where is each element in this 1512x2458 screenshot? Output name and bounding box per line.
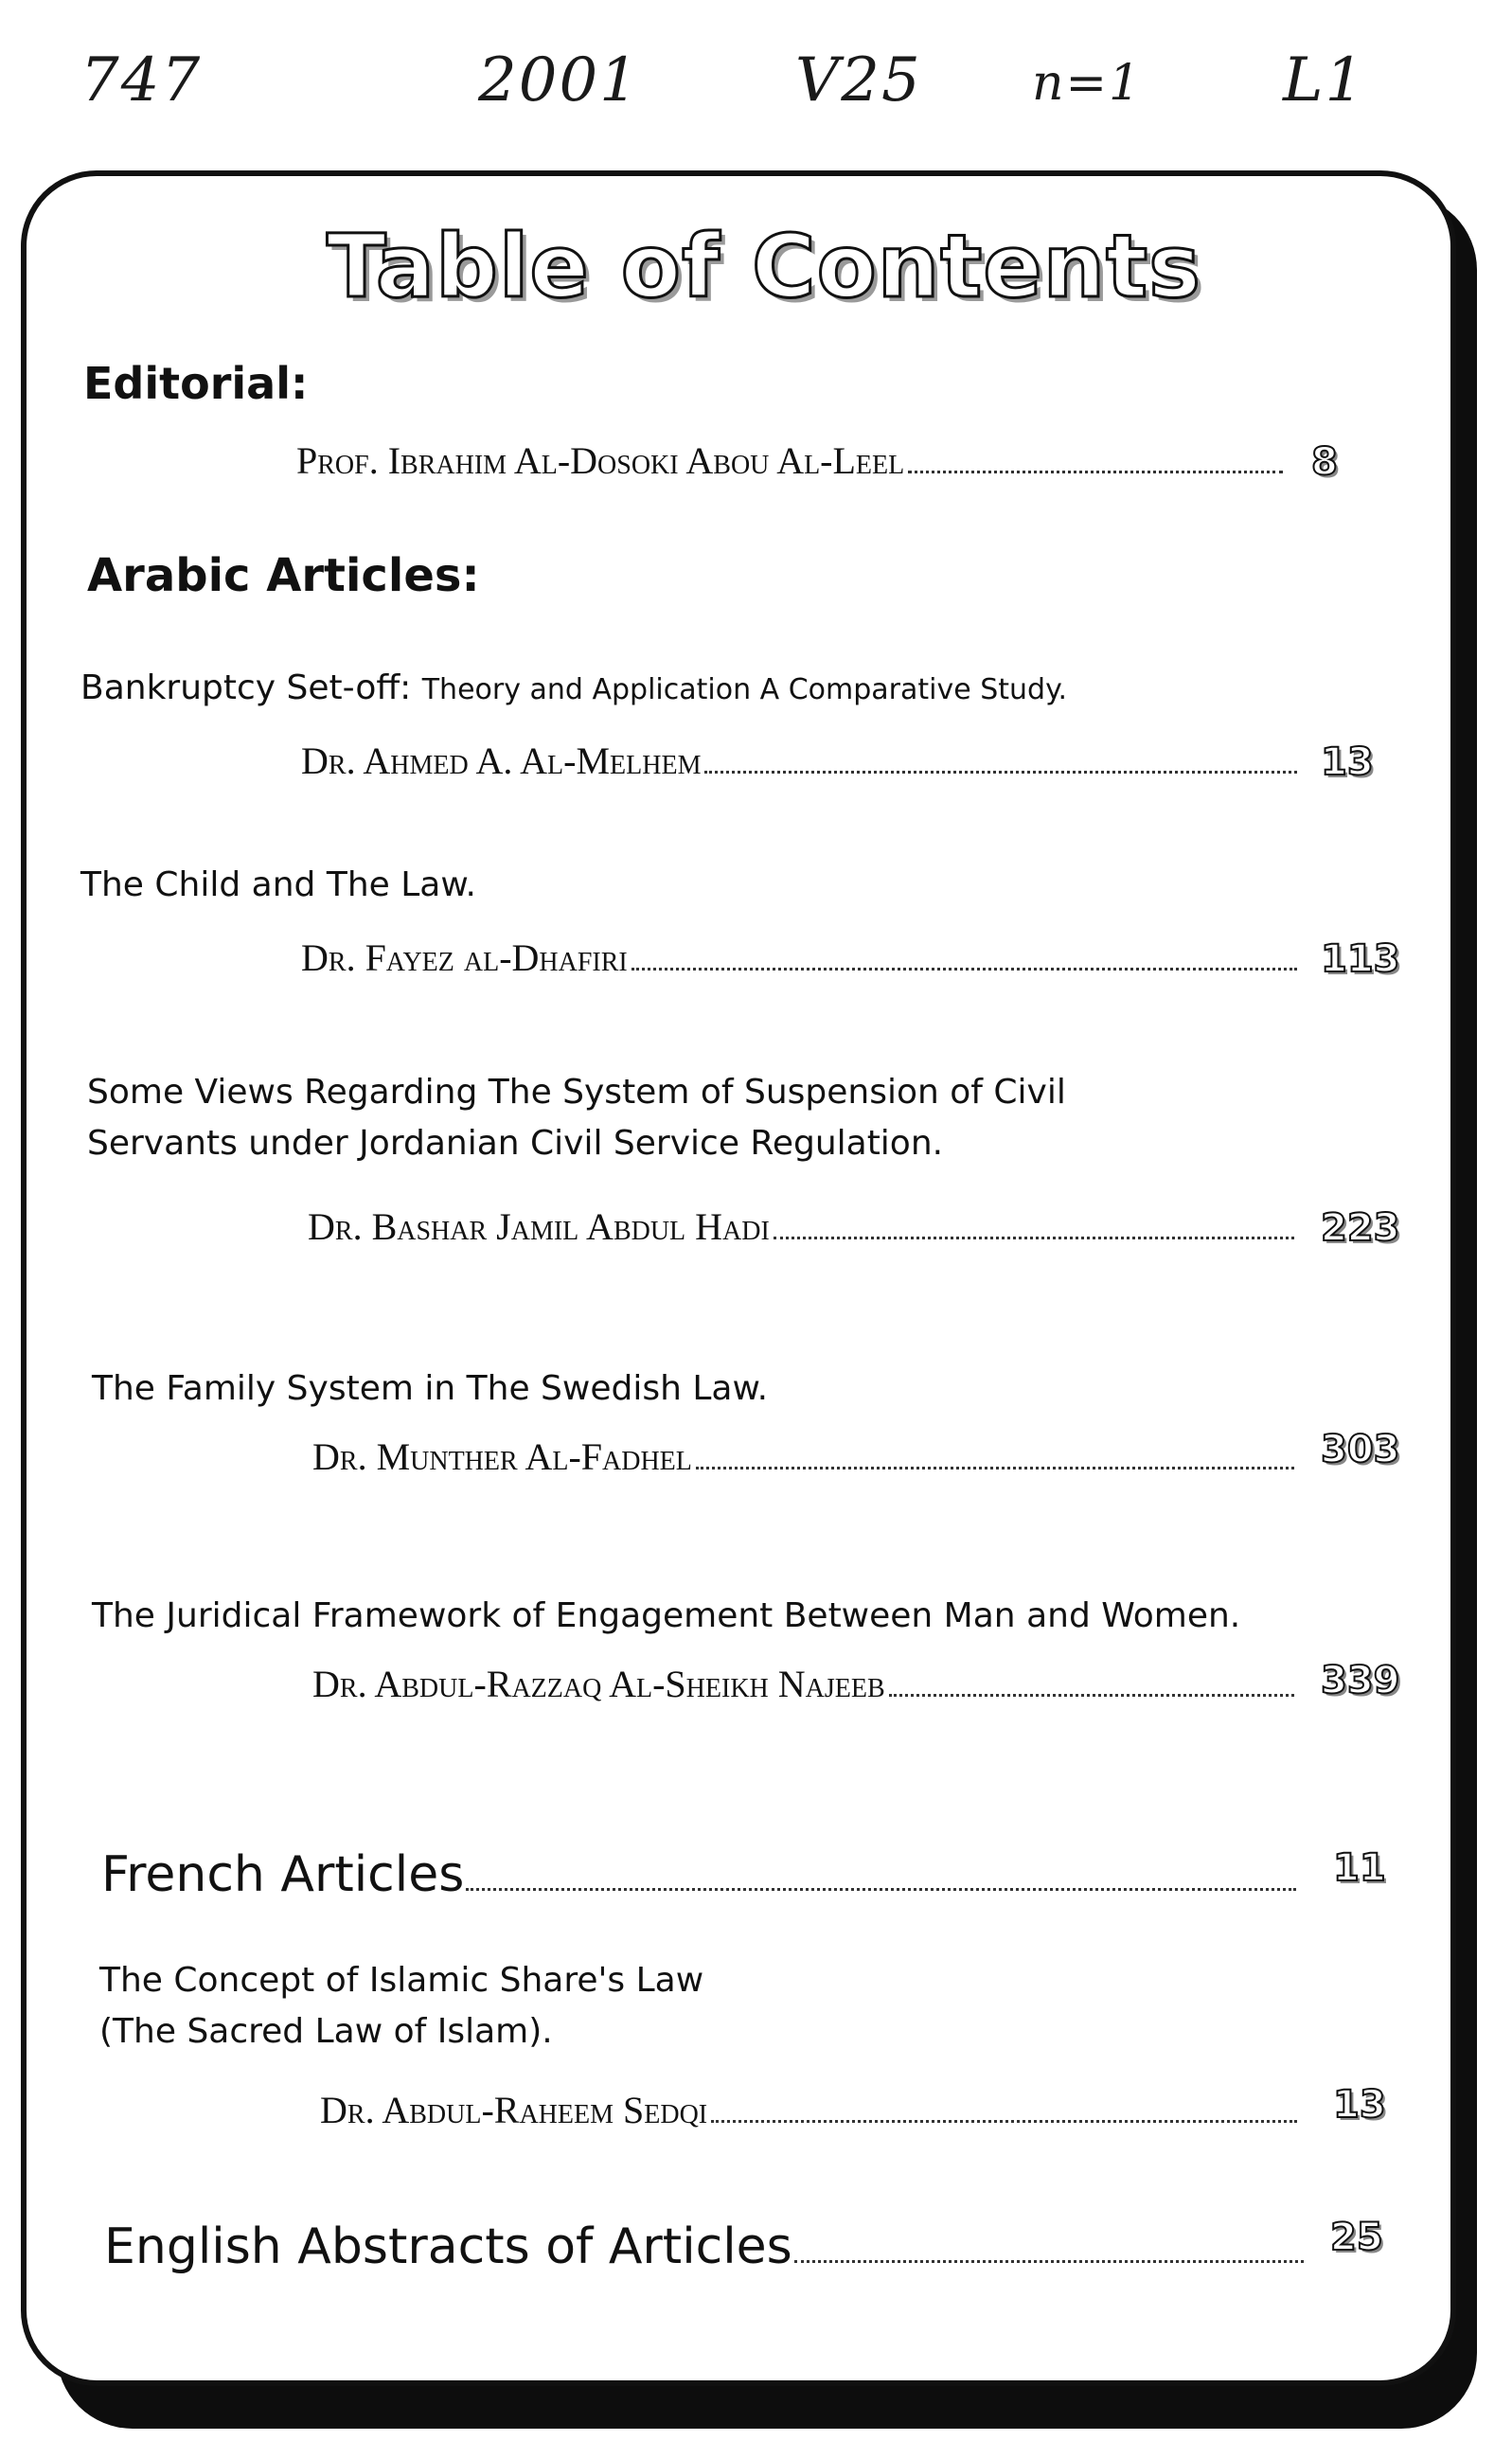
article-author: Dr. Munther Al-Fadhel [312, 1435, 692, 1478]
article-entry[interactable] [320, 2088, 1305, 2132]
article-entry[interactable] [301, 935, 1305, 980]
dot-leader [696, 1466, 1294, 1469]
dot-leader [466, 1887, 1296, 1891]
section-french-heading: French Articles [101, 1846, 465, 1903]
article-title-main: Bankruptcy Set-off: [80, 668, 412, 707]
section-editorial-heading: Editorial: [83, 358, 309, 409]
article-page-number: 339 [1321, 1659, 1400, 1702]
dot-leader [711, 2119, 1297, 2123]
editorial-author: Prof. Ibrahim Al-Dosoki Abou Al-Leel [296, 439, 905, 482]
section-english-entry[interactable] [104, 2218, 1311, 2275]
section-arabic-heading: Arabic Articles: [87, 549, 480, 602]
article-author: Dr. Fayez al-Dhafiri [301, 936, 628, 979]
dot-leader [774, 1236, 1294, 1239]
article-title[interactable] [80, 860, 476, 911]
article-page-number: 113 [1321, 937, 1400, 981]
article-author: Dr. Bashar Jamil Abdul Hadi [308, 1205, 770, 1248]
article-page-number: 13 [1321, 740, 1374, 784]
page-title: Table of Contents [327, 216, 1201, 317]
article-title-line: (The Sacred Law of Islam). [99, 2012, 553, 2051]
article-title[interactable] [99, 1955, 703, 2057]
editorial-page-number: 8 [1311, 440, 1338, 484]
article-title[interactable] [80, 663, 1067, 716]
section-french-entry[interactable] [101, 1846, 1304, 1903]
article-page-number: 303 [1321, 1428, 1400, 1471]
article-page-number: 223 [1321, 1206, 1400, 1250]
dot-leader [631, 967, 1297, 971]
article-entry[interactable] [312, 1662, 1302, 1706]
section-english-heading: English Abstracts of Articles [104, 2218, 792, 2275]
handwritten-note: L1 [1283, 45, 1366, 116]
handwritten-note: V25 [795, 45, 922, 116]
article-author: Dr. Abdul-Razzaq Al-Sheikh Najeeb [312, 1663, 885, 1705]
dot-leader [794, 2259, 1304, 2263]
english-page-number: 25 [1330, 2216, 1383, 2259]
handwritten-note: 2001 [478, 45, 640, 116]
article-entry[interactable] [301, 739, 1305, 783]
article-title[interactable] [87, 1067, 1066, 1169]
article-entry[interactable] [308, 1204, 1302, 1249]
article-author: Dr. Ahmed A. Al-Melhem [301, 739, 702, 782]
article-title-line: Servants under Jordanian Civil Service Regulation. [87, 1124, 944, 1163]
editorial-entry[interactable] [296, 438, 1290, 483]
handwritten-note: 747 [80, 45, 203, 116]
article-title-main: The Juridical Framework of Engagement Between Man and Women. [92, 1596, 1241, 1635]
article-title[interactable] [92, 1591, 1240, 1642]
article-title-main: The Child and The Law. [80, 865, 476, 904]
article-author: Dr. Abdul-Raheem Sedqi [320, 2089, 708, 2131]
dot-leader [908, 470, 1283, 473]
article-title[interactable] [92, 1363, 768, 1415]
dot-leader [704, 770, 1297, 774]
article-page-number: 13 [1333, 2083, 1386, 2127]
handwritten-note: n=1 [1032, 55, 1143, 112]
french-page-number: 11 [1333, 1846, 1386, 1890]
article-entry[interactable] [312, 1434, 1302, 1479]
article-title-line: The Concept of Islamic Share's Law [99, 1961, 704, 2000]
article-title-line: Some Views Regarding The System of Suspension of Civil [87, 1073, 1066, 1112]
article-subtitle: Theory and Application A Comparative Study. [421, 673, 1068, 706]
dot-leader [889, 1693, 1294, 1697]
article-title-main: The Family System in The Swedish Law. [92, 1369, 769, 1408]
